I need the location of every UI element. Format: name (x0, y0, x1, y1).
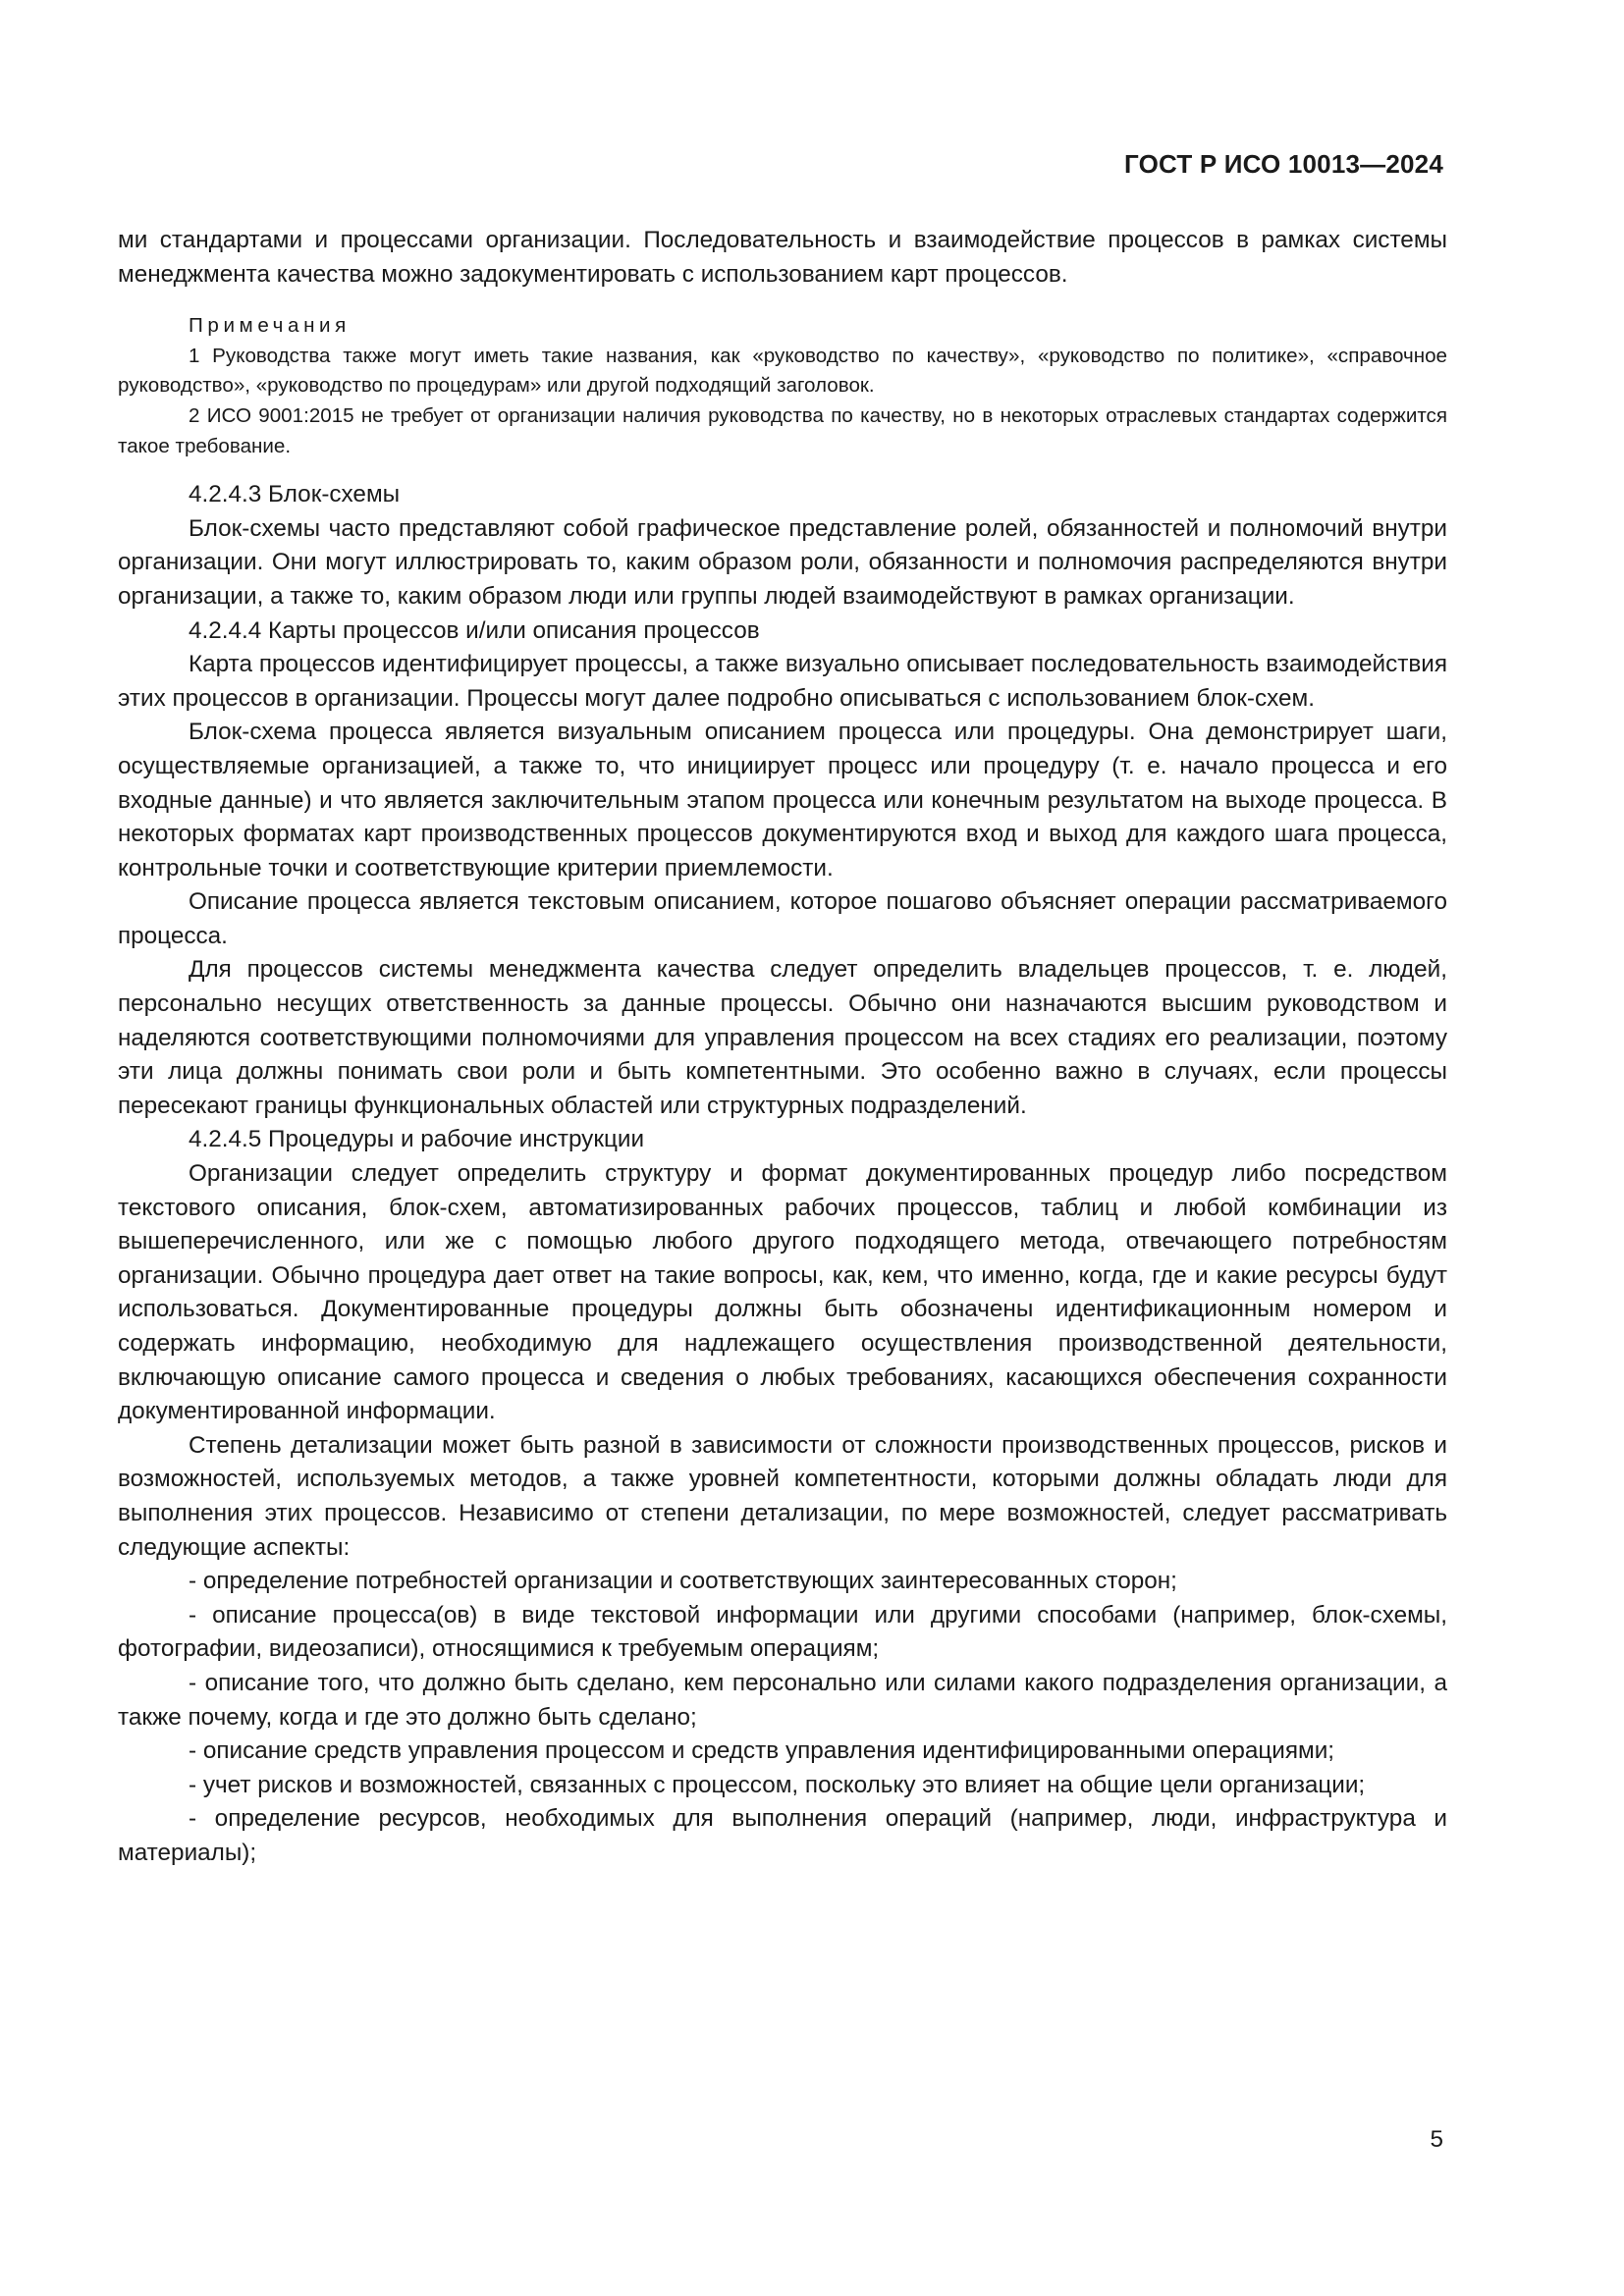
section-title: 4.2.4.5 Процедуры и рабочие инструкции (189, 1126, 645, 1153)
document-header: ГОСТ Р ИСО 10013—2024 (1123, 149, 1443, 179)
paragraph: Описание процесса является текстовым описанием, которое пошагово объясняет операции рассматриваемого процесса. (118, 888, 1447, 949)
aspects-list (118, 1565, 1447, 1870)
list-item: - определение ресурсов, необходимых для выполнения операций (например, люди, инфраструктура и материалы); (118, 1805, 1447, 1866)
paragraph: Карта процессов идентифицирует процессы, а также визуально описывает последовательность взаимодействия этих процессов в организации. Процессы могут далее подробно описываться с использованием блок-схем. (118, 651, 1447, 712)
paragraph: Блок-схемы часто представляют собой графическое представление ролей, обязанностей и полномочий внутри организации. Они могут иллюстрировать то, каким образом роли, обязанности и полномочия распределяются внутри организации, а также то, каким образом люди или группы людей взаимодействуют в рамках организации. (118, 514, 1447, 610)
paragraph: Организации следует определить структуру и формат документированных процедур либо посредством текстового описания, блок-схем, автоматизированных рабочих процессов, таблиц и любой комбинации из вышеперечисленного, или же с помощью любого другого подходящего метода, отвечающего потребностям организации. Обычно процедура дает ответ на такие вопросы, как, кем, что именно, когда, где и какие ресурсы будут использоваться. Документированные процедуры должны быть обозначены идентификационным номером и содержать информацию, необходимую для надлежащего осуществления производственной деятельности, включающую описание самого процесса и сведения о любых требованиях, касающихся обеспечения сохранности документированной информации. (118, 1160, 1447, 1425)
paragraph: Степень детализации может быть разной в зависимости от сложности производственных процессов, рисков и возможностей, используемых методов, а также уровней компетентности, которыми должны обладать люди для выполнения этих процессов. Независимо от степени детализации, по мере возможностей, следует рассматривать следующие аспекты: (118, 1431, 1447, 1561)
notes-block (118, 311, 1447, 461)
page-content (118, 224, 1447, 1871)
list-item: - описание того, что должно быть сделано, кем персонально или силами какого подразделения организации, а также почему, когда и где это должно быть сделано; (118, 1669, 1447, 1731)
section-title: 4.2.4.3 Блок-схемы (189, 481, 401, 508)
paragraph: Блок-схема процесса является визуальным описанием процесса или процедуры. Она демонстрирует шаги, осуществляемые организацией, а также то, что инициирует процесс или процедуру (т. е. начало процесса и его входные данные) и что является заключительным этапом процесса или конечным результатом на выходе процесса. В некоторых форматах карт производственных процессов документируются вход и выход для каждого шага процесса, контрольные точки и соответствующие критерии приемлемости. (118, 719, 1447, 881)
paragraph: Для процессов системы менеджмента качества следует определить владельцев процессов, т. е. людей, персонально несущих ответственность за данные процессы. Обычно они назначаются высшим руководством и наделяются соответствующими полномочиями для управления процессом на всех стадиях его реализации, поэтому эти лица должны понимать свои роли и быть компетентными. Это особенно важно в случаях, если процессы пересекают границы функциональных областей или структурных подразделений. (118, 956, 1447, 1119)
note-item: 1 Руководства также могут иметь такие названия, как «руководство по качеству», «руководство по политике», «справочное руководство», «руководство по процедурам» или другой подходящий заголовок. (118, 344, 1447, 398)
page-number: 5 (1430, 2126, 1443, 2153)
section-title: 4.2.4.4 Карты процессов и/или описания процессов (189, 616, 760, 644)
notes-title: Примечания (189, 314, 351, 338)
list-item: - описание процесса(ов) в виде текстовой информации или другими способами (например, блок-схемы, фотографии, видеозаписи), относящимися к требуемым операциям; (118, 1601, 1447, 1663)
list-item: - учет рисков и возможностей, связанных с процессом, поскольку это влияет на общие цели организации; (189, 1771, 1366, 1798)
list-item: - описание средств управления процессом и средств управления идентифицированными операциями; (189, 1737, 1335, 1765)
intro-paragraph: ми стандартами и процессами организации. Последовательность и взаимодействие процессов в рамках системы менеджмента качества можно задокументировать с использованием карт процессов. (118, 227, 1447, 288)
note-item: 2 ИСО 9001:2015 не требует от организации наличия руководства по качеству, но в некоторых отраслевых стандартах содержится такое требование. (118, 403, 1447, 457)
list-item: - определение потребностей организации и соответствующих заинтересованных сторон; (189, 1568, 1177, 1595)
